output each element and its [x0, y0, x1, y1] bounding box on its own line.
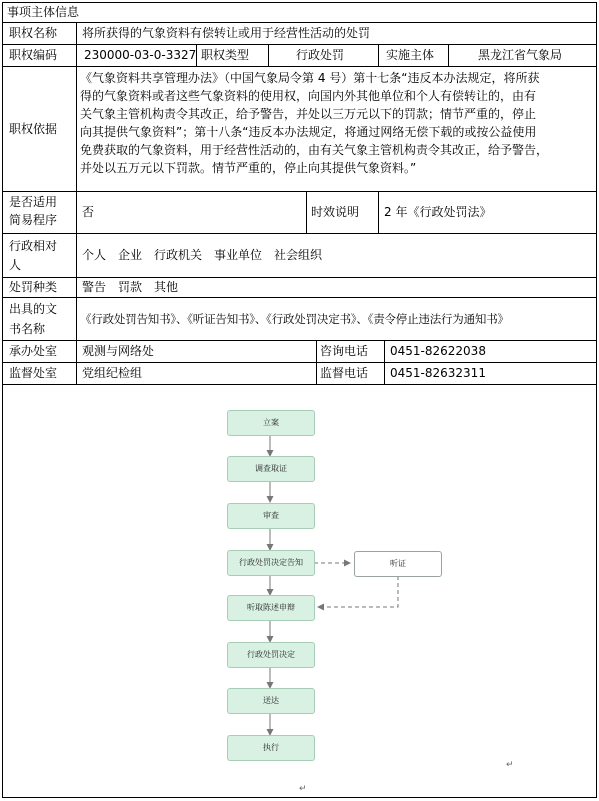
flow-step: 行政处罚决定告知: [227, 550, 315, 576]
paragraph-mark-icon: ↵: [506, 760, 514, 770]
basis-line: 向其提供气象资料”；第十八条“违反本办法规定，将通过网络无偿下载的或按公益使用: [80, 125, 537, 139]
value-consult-phone: 0451-82622038: [390, 344, 486, 358]
value-power-name: 将所获得的气象资料有偿转让或用于经营性活动的处罚: [82, 26, 371, 40]
value-supervisor: 党组纪检组: [82, 366, 143, 380]
value-handler: 观测与网络处: [82, 344, 155, 358]
basis-line: 并处以五万元以下罚款。情节严重的，停止向其提供气象资料。”: [80, 161, 417, 175]
label-simple-line1: 是否适用: [9, 195, 58, 209]
flow-arrow-dashed: [318, 576, 398, 607]
value-target: 个人 企业 行政机关 事业单位 社会组织: [82, 248, 323, 262]
label-basis: 职权依据: [9, 122, 58, 136]
basis-line: 《气象资料共享管理办法》（中国气象局令第 4 号）第十七条“违反本办法规定，将所获: [80, 71, 540, 85]
label-power-type: 职权类型: [201, 48, 250, 62]
label-consult-phone: 咨询电话: [320, 344, 369, 358]
value-simple: 否: [82, 205, 95, 219]
flow-step: 审查: [227, 503, 315, 529]
value-docs: 《行政处罚告知书》、《听证告知书》、《行政处罚决定书》、《责令停止违法行为通知书》: [80, 312, 509, 326]
value-power-code: 230000-03-0-3327: [84, 48, 197, 62]
label-power-name: 职权名称: [9, 26, 58, 40]
label-docs-line1: 出具的文: [9, 302, 58, 316]
label-docs-line2: 书名称: [9, 322, 46, 336]
flow-step: 行政处罚决定: [227, 642, 315, 668]
label-limit: 时效说明: [311, 205, 360, 219]
flow-step: 送达: [227, 688, 315, 714]
label-handler: 承办处室: [9, 344, 58, 358]
flow-step: 调查取证: [227, 456, 315, 482]
value-power-type: 行政处罚: [296, 48, 345, 62]
label-supervisor: 监督处室: [9, 366, 58, 380]
value-limit: 2 年《行政处罚法》: [384, 205, 492, 219]
label-supervise-phone: 监督电话: [320, 366, 369, 380]
label-target-line2: 人: [9, 258, 22, 272]
flow-step: 听取陈述申辩: [227, 595, 315, 621]
label-penalty: 处罚种类: [9, 280, 58, 294]
basis-line: 免费获取的气象资料，用于经营性活动的，由有关气象主管机构责令其改正，给予警告，: [80, 143, 549, 157]
basis-line: 关气象主管机构责令其改正，给予警告，并处以三万元以下的罚款；情节严重的，停止: [80, 107, 537, 121]
label-subject: 实施主体: [386, 48, 435, 62]
flow-step: 执行: [227, 735, 315, 761]
label-power-code: 职权编码: [9, 48, 58, 62]
value-penalty: 警告 罚款 其他: [82, 280, 179, 294]
flow-step-hearing: 听证: [354, 551, 442, 577]
label-simple-line2: 简易程序: [9, 213, 58, 227]
section-title: 事项主体信息: [7, 5, 80, 19]
label-target-line1: 行政相对: [9, 239, 58, 253]
basis-line: 得的气象资料或者这些气象资料的使用权，向国内外其他单位和个人有偿转让的，由有: [80, 89, 537, 103]
paragraph-mark-icon: ↵: [299, 784, 307, 794]
flow-step: 立案: [227, 410, 315, 436]
value-supervise-phone: 0451-82632311: [390, 366, 486, 380]
value-subject: 黑龙江省气象局: [478, 48, 563, 62]
